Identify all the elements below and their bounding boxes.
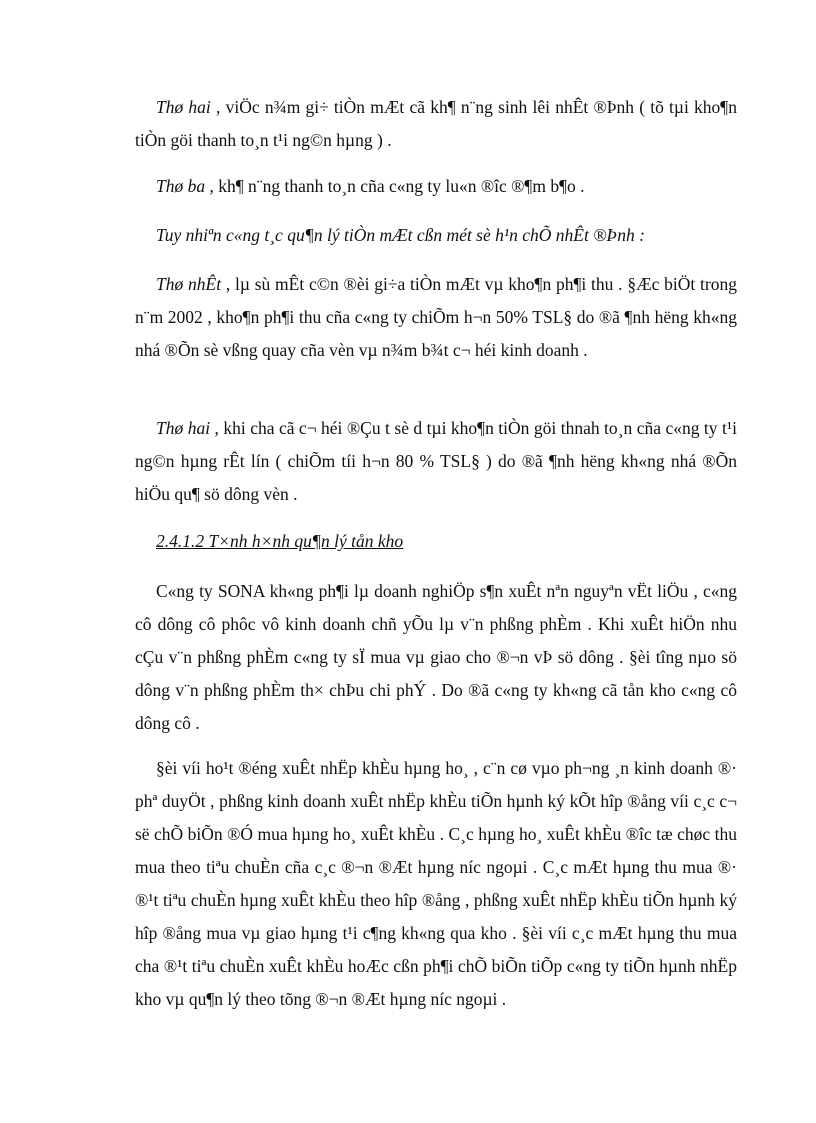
paragraph-body: C«ng ty SONA kh«ng ph¶i lµ doanh nghiÖp s¶n xuÊt nªn nguyªn vËt liÖu , c«ng cô dông cô phôc vô kinh doanh chñ yÕu lµ v¨n phßng phÈm . Khi xuÊt hiÖn nhu cÇu v¨n phßng phÈm c«ng ty sÏ mua vµ giao cho ®¬n vÞ sö dông . §èi tîng nµo sö dông v¨n phßng phÈm th× chÞu chi phÝ . Do ®ã c«ng ty kh«ng cã tån kho c«ng cô dông cô . <box>135 581 737 733</box>
paragraph-lead: Thø hai <box>156 418 211 438</box>
paragraph-third-point-liquidity <box>135 170 737 203</box>
section-heading <box>156 525 403 558</box>
paragraph-second-limitation <box>135 412 737 511</box>
paragraph-second-point-cash-holding <box>135 91 737 157</box>
paragraph-import-export-process <box>135 752 737 1016</box>
paragraph-lead: Thø hai <box>156 97 211 117</box>
paragraph-body: , khi cha cã c¬ héi ®Çu t sè d tµi kho¶n tiÒn göi thnah to¸n cña c«ng ty t¹i ng©n hµng rÊt lín ( chiÕm tíi h¬n 80 % TSL§ ) do ®ã ¶nh hëng kh«ng nhá ®Õn hiÖu qu¶ sö dông vèn . <box>135 418 737 504</box>
paragraph-limitations-intro: Tuy nhiªn c«ng t¸c qu¶n lý tiÒn mÆt cßn mét sè h¹n chÕ nhÊt ®Þnh : <box>156 225 645 245</box>
paragraph-first-limitation <box>135 268 737 367</box>
section-heading-text: 2.4.1.2 T×nh h×nh qu¶n lý tån kho <box>156 531 404 551</box>
paragraph-inventory-overview <box>135 575 737 740</box>
paragraph-lead: Thø nhÊt <box>156 274 222 294</box>
paragraph-body: , viÖc n¾m gi÷ tiÒn mÆt cã kh¶ n¨ng sinh lêi nhÊt ®Þnh ( tõ tµi kho¶n tiÒn göi thanh to¸n t¹i ng©n hµng ) . <box>135 97 737 150</box>
paragraph-body: §èi víi ho¹t ®éng xuÊt nhËp khÈu hµng ho¸ , c¨n cø vµo ph¬ng ¸n kinh doanh ®· phª duyÖt , phßng kinh doanh xuÊt nhËp khÈu tiÕn hµnh ký kÕt hîp ®ång víi c¸c c¬ së chÕ biÕn ®Ó mua hµng ho¸ xuÊt khÈu . C¸c hµng ho¸ xuÊt khÈu ®îc tæ chøc thu mua theo tiªu chuÈn cña c¸c ®¬n ®Æt hµng níc ngoµi . C¸c mÆt hµng thu mua ®· ®¹t tiªu chuÈn hµng xuÊt khÈu theo hîp ®ång , phßng xuÊt nhËp khÈu tiÕn hµnh ký hîp ®ång mua vµ giao hµng t¹i c¶ng kh«ng qua kho . §èi víi c¸c mÆt hµng thu mua cha ®¹t tiªu chuÈn xuÊt khÈu hoÆc cßn ph¶i chÕ biÕn tiÕp c«ng ty tiÕn hµnh nhËp kho vµ qu¶n lý theo tõng ®¬n ®Æt hµng níc ngoµi . <box>135 758 737 1009</box>
paragraph-lead: Thø ba <box>156 176 206 196</box>
paragraph-body: , lµ sù mÊt c©n ®èi gi÷a tiÒn mÆt vµ kho¶n ph¶i thu . §Æc biÖt trong n¨m 2002 , kho¶n ph¶i thu cña c«ng ty chiÕm h¬n 50% TSL§ do ®ã ¶nh hëng kh«ng nhá ®Õn sè vßng quay cña vèn vµ n¾m b¾t c¬ héi kinh doanh . <box>135 274 737 360</box>
paragraph-body: , kh¶ n¨ng thanh to¸n cña c«ng ty lu«n ®îc ®¶m b¶o . <box>205 176 585 196</box>
